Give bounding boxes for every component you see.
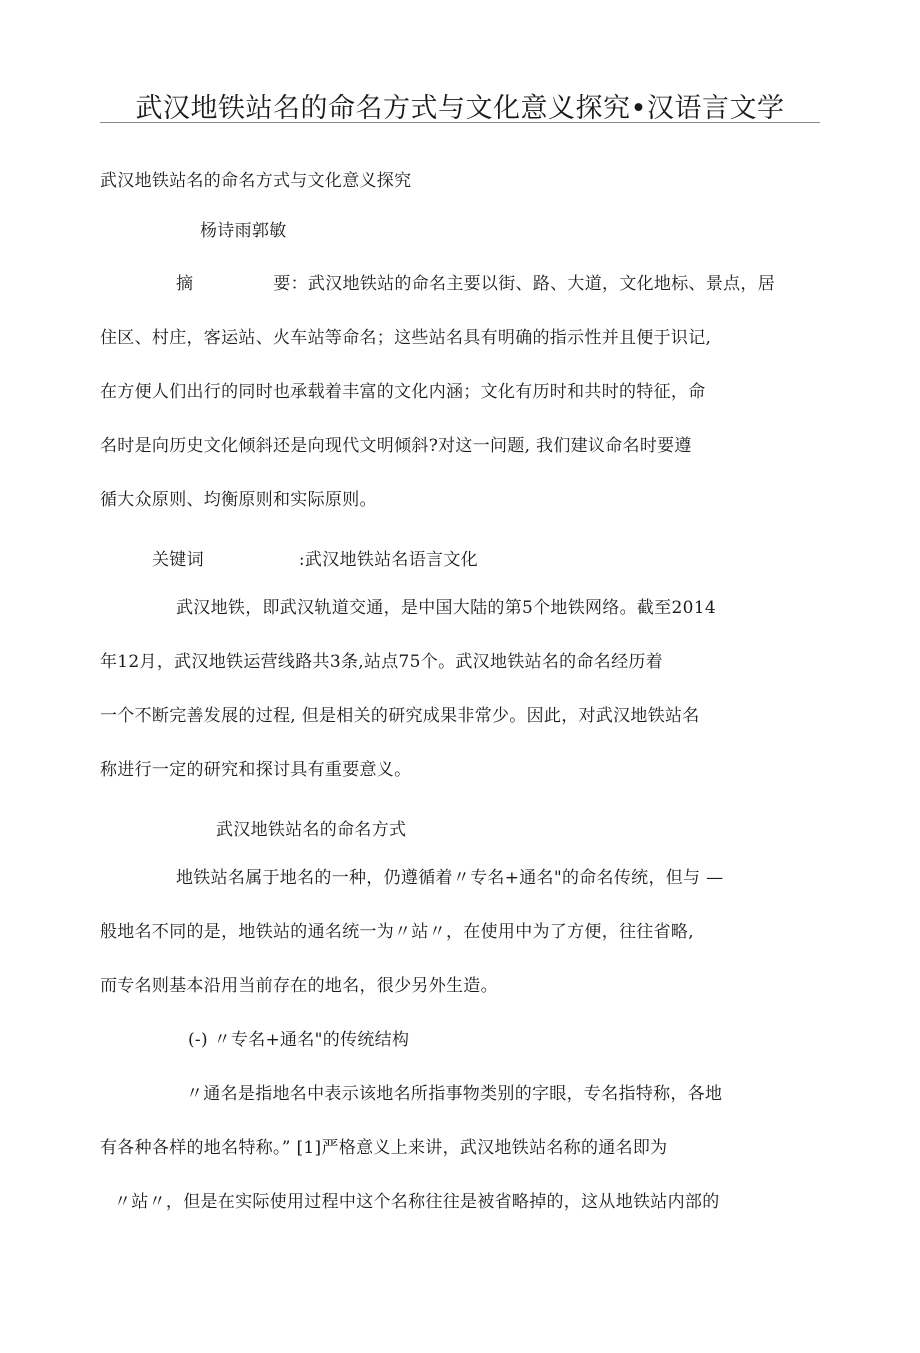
abstract-line: 在方便人们出行的同时也承载着丰富的文化内涵；文化有历时和共时的特征，命 <box>100 382 706 402</box>
keywords-value: :武汉地铁站名语言文化 <box>298 550 478 570</box>
body-line: 一个不断完善发展的过程, 但是相关的研究成果非常少。因此，对武汉地铁站名 <box>100 706 700 726</box>
body-line: 〃通名是指地名中表示该地名所指事物类别的字眼，专名指特称，各地 <box>186 1084 723 1104</box>
body-line: 而专名则基本沿用当前存在的地名，很少另外生造。 <box>100 976 498 996</box>
abstract-line: 循大众原则、均衡原则和实际原则。 <box>100 490 377 510</box>
abstract-line: 住区、村庄，客运站、火车站等命名；这些站名具有明确的指示性并且便于识记, <box>100 328 712 348</box>
keywords-line <box>152 545 478 570</box>
keywords-label: 关键词 <box>152 550 204 570</box>
abstract-text: 武汉地铁站的命名主要以街、路、大道，文化地标、景点，居 <box>307 274 776 294</box>
page-title: 武汉地铁站名的命名方式与文化意义探究•汉语言文学 <box>135 93 785 124</box>
abstract-line: 名时是向历史文化倾斜还是向现代文明倾斜?对这一问题, 我们建议命名时要遵 <box>100 436 692 456</box>
article-title: 武汉地铁站名的命名方式与文化意义探究 <box>100 171 412 191</box>
body-line: 年12月，武汉地铁运营线路共3条,站点75个。武汉地铁站名的命名经历着 <box>100 652 663 672</box>
abstract-label: 摘 <box>176 274 194 294</box>
abstract-label: 要： <box>273 274 308 294</box>
body-line: 称进行一定的研究和探讨具有重要意义。 <box>100 760 412 780</box>
body-line: 有各种各样的地名特称。” [1]严格意义上来讲，武汉地铁站名称的通名即为 <box>100 1138 668 1158</box>
subsection-heading: (-) 〃专名+通名"的传统结构 <box>188 1030 410 1050</box>
body-line: 地铁站名属于地名的一种，仍遵循着〃专名+通名"的命名传统，但与 — <box>176 868 724 888</box>
authors: 杨诗雨郭敏 <box>200 221 287 241</box>
section-heading: 武汉地铁站名的命名方式 <box>216 820 407 840</box>
body-line: 武汉地铁，即武汉轨道交通，是中国大陆的第5个地铁网络。截至2014 <box>176 598 716 618</box>
abstract-line <box>176 269 775 294</box>
title-divider <box>100 122 820 123</box>
body-line: 〃站〃，但是在实际使用过程中这个名称往往是被省略掉的，这从地铁站内部的 <box>114 1192 720 1212</box>
body-line: 般地名不同的是，地铁站的通名统一为〃站〃，在使用中为了方便，往往省略, <box>100 922 694 942</box>
